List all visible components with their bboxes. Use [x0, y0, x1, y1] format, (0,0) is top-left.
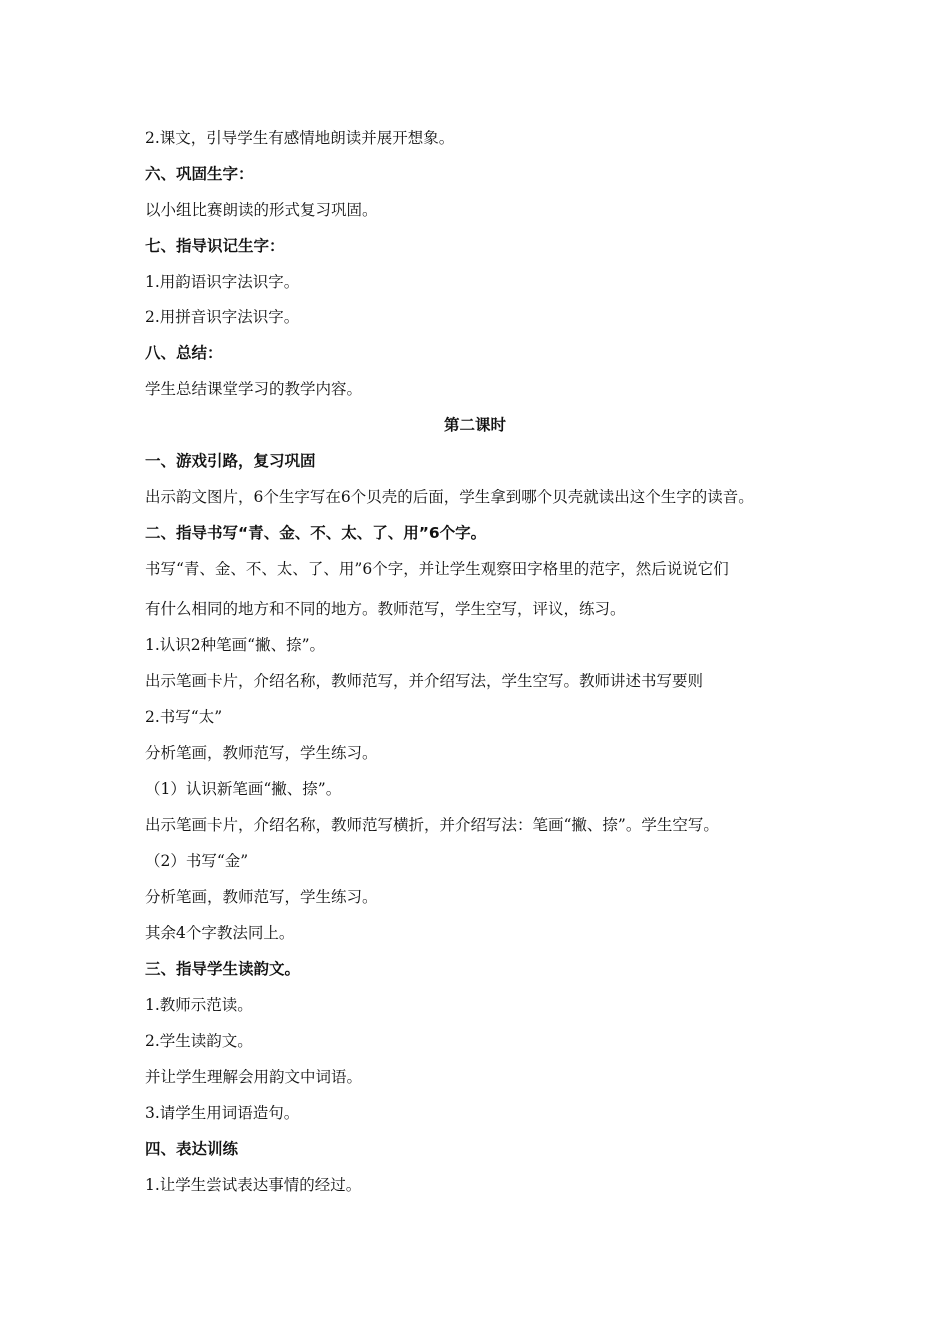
lesson-title: 第二课时: [443, 416, 506, 434]
paragraph: 以小组比赛朗读的形式复习巩固。: [145, 201, 378, 219]
paragraph: 2.课文，引导学生有感情地朗读并展开想象。: [145, 129, 455, 147]
paragraph: 出示韵文图片，6个生字写在6个贝壳的后面，学生拿到哪个贝壳就读出这个生字的读音。: [145, 488, 754, 506]
paragraph: 1.教师示范读。: [145, 996, 253, 1014]
section-heading: 六、巩固生字：: [145, 165, 254, 183]
paragraph: 1.用韵语识字法识字。: [145, 273, 300, 291]
paragraph: （1）认识新笔画“撇、捺”。: [145, 780, 342, 798]
paragraph: 2.用拼音识字法识字。: [145, 308, 300, 326]
paragraph: 出示笔画卡片，介绍名称，教师范写，并介绍写法，学生空写。教师讲述书写要则: [145, 672, 704, 690]
section-heading: 七、指导识记生字：: [145, 237, 285, 255]
paragraph: 1.认识2种笔画“撇、捺”。: [145, 636, 325, 654]
paragraph: 2.书写“太”: [145, 708, 223, 726]
section-heading: 一、游戏引路，复习巩固: [145, 452, 316, 470]
paragraph: 有什么相同的地方和不同的地方。教师范写，学生空写，评议，练习。: [145, 600, 626, 618]
paragraph: 其余4个字教法同上。: [145, 924, 295, 942]
paragraph: 并让学生理解会用韵文中词语。: [145, 1068, 363, 1086]
paragraph: 分析笔画，教师范写，学生练习。: [145, 888, 378, 906]
section-heading: 三、指导学生读韵文。: [145, 960, 301, 978]
section-heading: 四、表达训练: [145, 1140, 239, 1158]
paragraph: （2）书写“金”: [145, 852, 249, 870]
paragraph: 学生总结课堂学习的教学内容。: [145, 380, 363, 398]
paragraph: 出示笔画卡片，介绍名称，教师范写横折，并介绍写法：笔画“撇、捺”。学生空写。: [145, 816, 719, 834]
paragraph: 书写“青、金、不、太、了、用”6个字，并让学生观察田字格里的范字，然后说说它们: [145, 560, 729, 578]
paragraph: 1.让学生尝试表达事情的经过。: [145, 1176, 362, 1194]
section-heading: 二、指导书写“青、金、不、太、了、用”6个字。: [145, 524, 487, 542]
paragraph: 分析笔画，教师范写，学生练习。: [145, 744, 378, 762]
paragraph: 3.请学生用词语造句。: [145, 1104, 300, 1122]
section-heading: 八、总结：: [145, 344, 223, 362]
paragraph: 2.学生读韵文。: [145, 1032, 253, 1050]
